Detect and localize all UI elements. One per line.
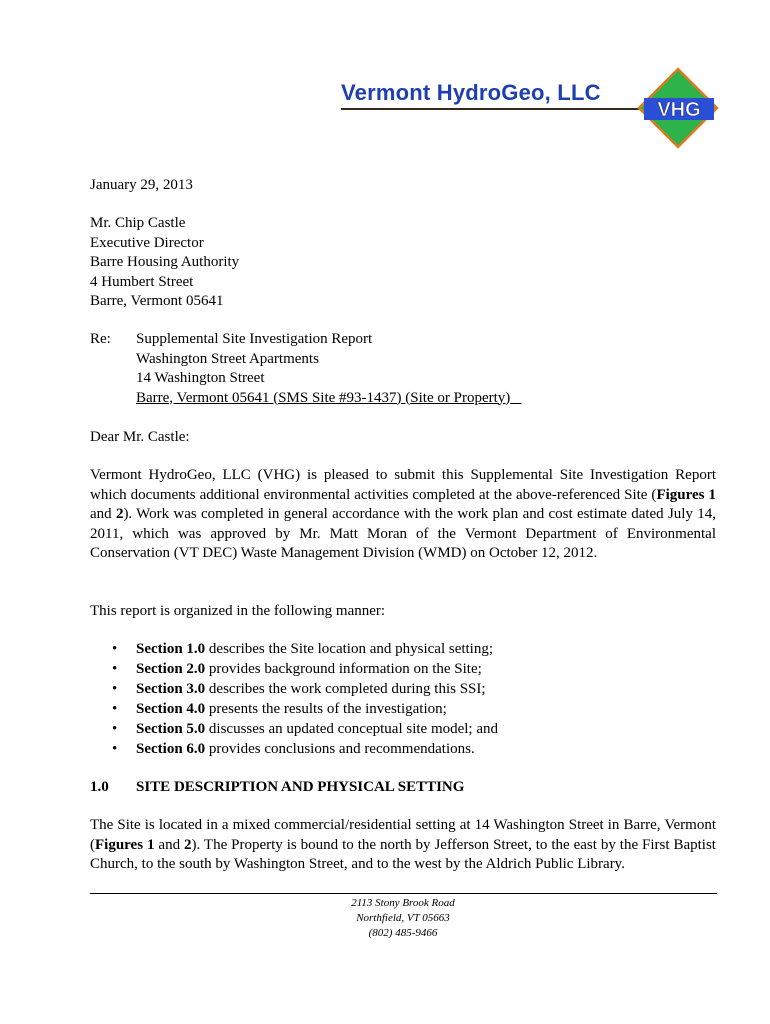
- figure-reference: Figures 1: [95, 836, 155, 853]
- recipient-address: [90, 214, 716, 312]
- paragraph-text: and: [154, 836, 184, 853]
- organization-intro: This report is organized in the following manner:: [90, 603, 386, 619]
- subject-line: 14 Washington Street: [136, 370, 265, 386]
- section-ref: Section 4.0: [136, 700, 206, 717]
- list-item: [112, 740, 498, 760]
- bullet-icon: •: [112, 700, 118, 717]
- letter-date: January 29, 2013: [90, 177, 193, 193]
- subject-line: Supplemental Site Investigation Report: [136, 331, 373, 347]
- section-desc: provides background information on the Site;: [205, 660, 482, 677]
- intro-paragraph: [90, 466, 716, 564]
- section-ref: Section 1.0: [136, 641, 206, 657]
- section-desc: presents the results of the investigation;: [205, 700, 447, 717]
- section-desc: provides conclusions and recommendations.: [205, 740, 475, 757]
- section-number: 1.0: [90, 779, 109, 795]
- site-paragraph: [90, 816, 716, 875]
- bullet-icon: •: [112, 740, 118, 757]
- bullet-icon: •: [112, 680, 118, 697]
- letterhead: [0, 0, 770, 150]
- logo-text: VHG: [657, 99, 701, 121]
- section-ref: Section 3.0: [136, 680, 206, 697]
- subject-line: Washington Street Apartments: [136, 350, 319, 367]
- footer-rule: [90, 893, 717, 894]
- section-ref: Section 2.0: [136, 660, 206, 677]
- section-ref: Section 5.0: [136, 720, 206, 737]
- vhg-logo: [636, 66, 720, 150]
- paragraph-text: Vermont HydroGeo, LLC (VHG) is pleased to submit this Supplemental Site Investigation Report which documents additional environmental activities completed at the above-referenced Site (: [90, 467, 716, 503]
- recipient-name: Mr. Chip Castle: [90, 215, 186, 231]
- paragraph-text: and: [90, 506, 116, 522]
- section-title: SITE DESCRIPTION AND PHYSICAL SETTING: [136, 779, 465, 795]
- list-item: [112, 700, 498, 720]
- list-item: [112, 640, 498, 660]
- section-desc: discusses an updated conceptual site model; and: [205, 720, 499, 737]
- bullet-icon: •: [112, 660, 118, 677]
- recipient-title: Executive Director: [90, 234, 204, 251]
- recipient-street: 4 Humbert Street: [90, 273, 194, 290]
- list-item: [112, 680, 498, 700]
- subject-lines: [136, 330, 522, 408]
- section-heading: [90, 778, 464, 798]
- list-item: [112, 660, 498, 680]
- recipient-city: Barre, Vermont 05641: [90, 293, 224, 309]
- company-name: Vermont HydroGeo, LLC: [341, 80, 601, 105]
- figure-reference: 2: [115, 506, 124, 522]
- subject-line: [136, 389, 522, 409]
- subject-line-text: Barre, Vermont 05641 (SMS Site #93-1437) (Site or Property): [136, 389, 511, 406]
- paragraph-text: The Site is located in a mixed commercial/residential setting at 14 Washington Street in Barre, Vermont (: [90, 817, 716, 853]
- footer-phone: (802) 485-9466: [368, 927, 438, 939]
- salutation: Dear Mr. Castle:: [90, 429, 190, 445]
- paragraph-text: ). Work was completed in general accordance with the work plan and cost estimate dated July 14, 2011, which was approved by Mr. Matt Moran of the Vermont Department of Environmental Conservation (VT DEC) Waste Management Division (WMD) on October 12, 2012.: [90, 506, 716, 561]
- bullet-icon: •: [112, 641, 118, 657]
- figure-reference: 2: [184, 836, 192, 853]
- section-ref: Section 6.0: [136, 740, 206, 757]
- section-list: [112, 640, 498, 759]
- subject-label: Re:: [90, 331, 111, 347]
- footer-address: [0, 896, 770, 941]
- footer-street: 2113 Stony Brook Road: [351, 897, 455, 909]
- paragraph-text: ). The Property is bound to the north by Jefferson Street, to the east by the First Baptist Church, to the south by Washington Street, and to the west by the Aldrich Public Library.: [90, 836, 716, 872]
- recipient-organization: Barre Housing Authority: [90, 254, 240, 270]
- figure-reference: Figures 1: [656, 486, 716, 503]
- bullet-icon: •: [112, 720, 118, 737]
- list-item: [112, 720, 498, 740]
- section-desc: describes the work completed during this SSI;: [205, 680, 486, 697]
- letterhead-rule: [341, 108, 641, 110]
- section-desc: describes the Site location and physical setting;: [205, 641, 494, 657]
- footer-city: Northfield, VT 05663: [356, 912, 450, 924]
